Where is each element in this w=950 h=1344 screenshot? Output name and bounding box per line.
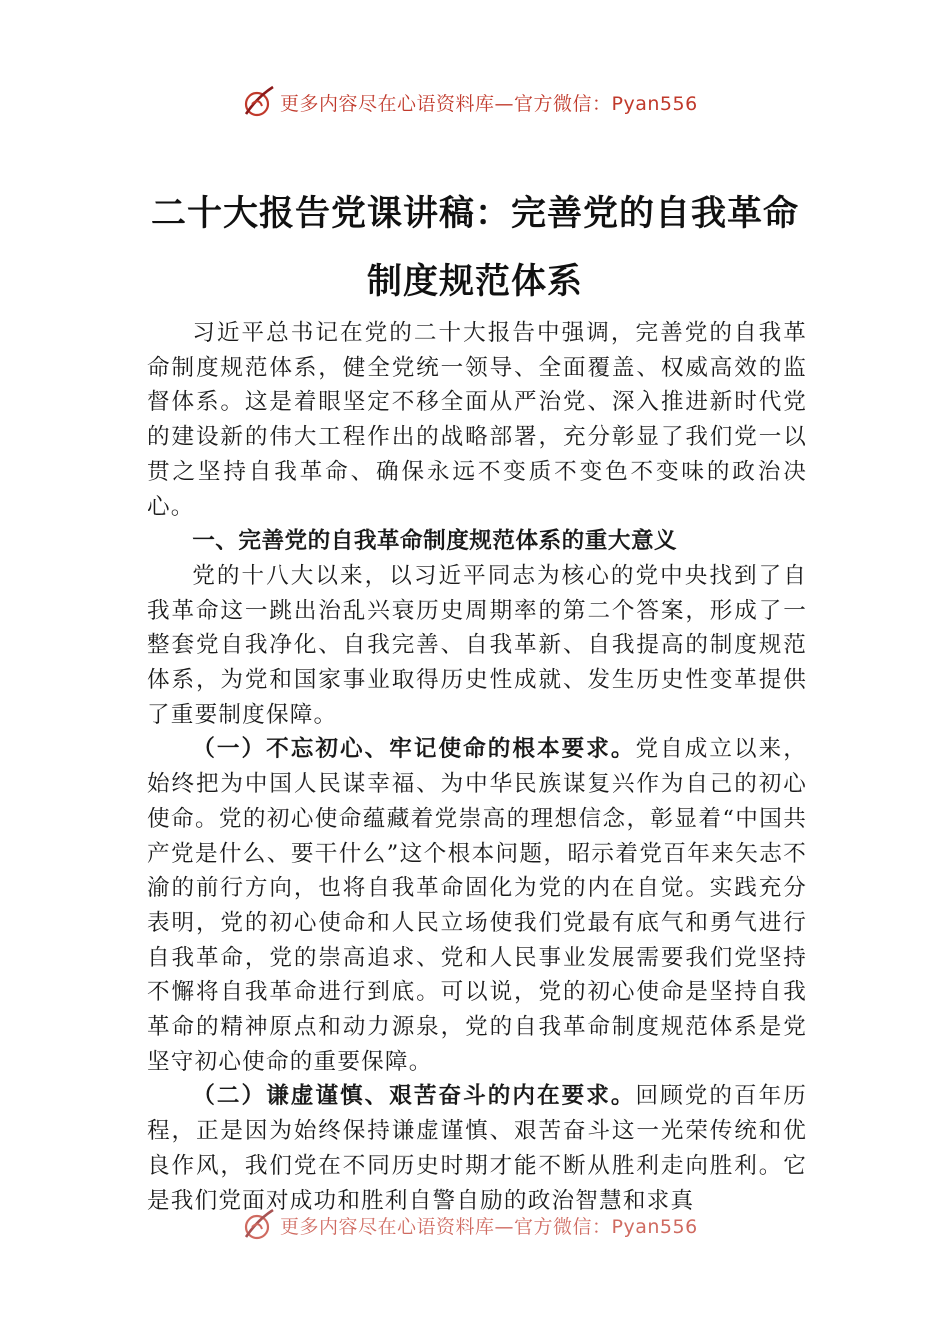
watermark-footer <box>240 1205 760 1245</box>
intro-paragraph: 习近平总书记在党的二十大报告中强调，完善党的自我革命制度规范体系，健全党统一领导、全面覆盖、权威高效的监督体系。这是着眼坚定不移全面从严治党、深入推进新时代党的建设新的伟大工程作出的战略部署，充分彰显了我们党一以贯之坚持自我革命、确保永远不变质不变色不变味的政治决心。 <box>147 320 807 520</box>
document-title-line2: 制度规范体系 <box>366 262 583 302</box>
subsection-paragraph-1 <box>147 732 807 1079</box>
subsection-lead-2: （二）谦虚谨慎、艰苦奋斗的内在要求。 <box>192 1083 636 1110</box>
subsection-paragraph-2 <box>147 1079 807 1218</box>
watermark-text: 更多内容尽在心语资料库—官方微信：Pyan556 <box>280 92 698 115</box>
document-title-line1: 二十大报告党课讲稿：完善党的自我革命 <box>150 194 799 234</box>
quill-logo-icon <box>240 1207 276 1243</box>
quill-logo-icon <box>240 84 276 120</box>
watermark-text: 更多内容尽在心语资料库—官方微信：Pyan556 <box>280 1215 698 1238</box>
section-heading: 一、完善党的自我革命制度规范体系的重大意义 <box>192 528 678 555</box>
section-paragraph: 党的十八大以来，以习近平同志为核心的党中央找到了自我革命这一跳出治乱兴衰历史周期率的第二个答案，形成了一整套党自我净化、自我完善、自我革新、自我提高的制度规范体系，为党和国家事业取得历史性成就、发生历史性变革提供了重要制度保障。 <box>147 562 807 728</box>
subsection-body-1: 党自成立以来，始终把为中国人民谋幸福、为中华民族谋复兴作为自己的初心使命。党的初心使命蕴藏着党崇高的理想信念，彰显着“中国共产党是什么、要干什么”这个根本问题，昭示着党百年来矢志不渝的前行方向，也将自我革命固化为党的内在自觉。实践充分表明，党的初心使命和人民立场使我们党最有底气和勇气进行自我革命，党的崇高追求、党和人民事业发展需要我们党坚持不懈将自我革命进行到底。可以说，党的初心使命是坚持自我革命的精神原点和动力源泉，党的自我革命制度规范体系是党坚守初心使命的重要保障。 <box>147 736 807 1075</box>
document-body <box>147 316 807 1218</box>
subsection-body-2: 回顾党的百年历程，正是因为始终保持谦虚谨慎、艰苦奋斗这一光荣传统和优良作风，我们党在不同历史时期才能不断从胜利走向胜利。它是我们党面对成功和胜利自警自励的政治智慧和求真 <box>147 1083 807 1214</box>
subsection-lead-1: （一）不忘初心、牢记使命的根本要求。 <box>192 736 636 763</box>
watermark-header <box>240 82 760 122</box>
